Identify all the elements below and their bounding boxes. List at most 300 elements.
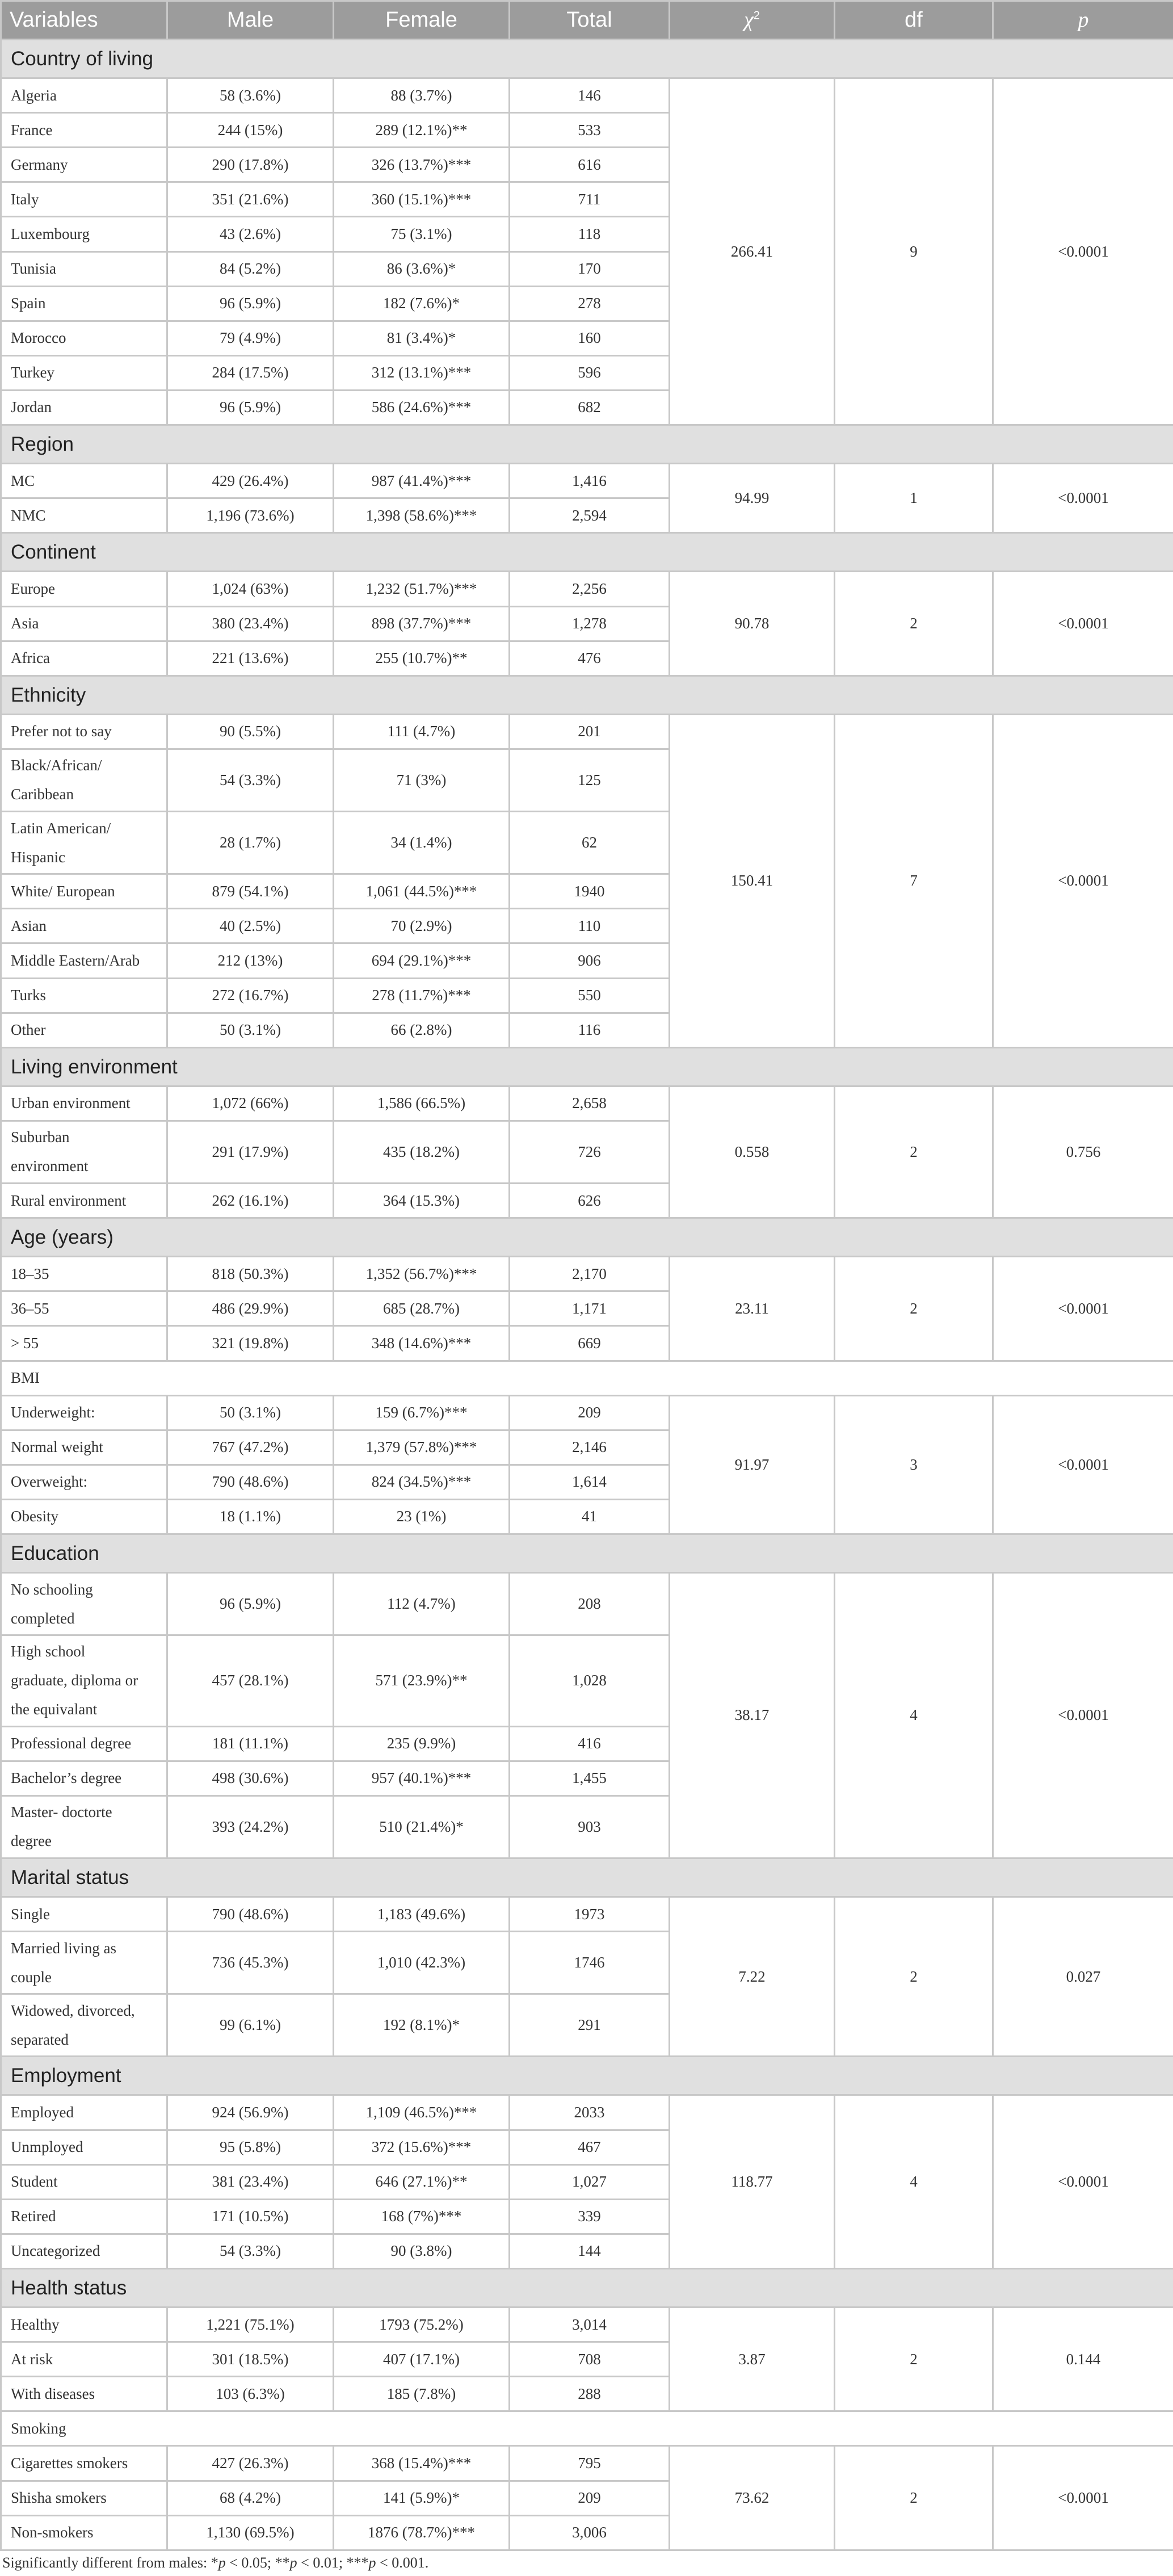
section-title: Ethnicity (1, 676, 1173, 714)
cell-male: 1,130 (69.5%) (167, 2515, 334, 2550)
cell-male: 43 (2.6%) (167, 217, 334, 251)
row-label-line: Bachelor’s degree (11, 1769, 122, 1787)
cell-female: 1,183 (49.6%) (334, 1897, 510, 1931)
cell-male: 272 (16.7%) (167, 978, 334, 1013)
row-label-line: Underweight: (11, 1404, 95, 1421)
cell-chi-square: 38.17 (670, 1573, 835, 1858)
section-header-row (1, 40, 1173, 78)
cell-female: 112 (4.7%) (334, 1573, 510, 1635)
cell-p-value: <0.0001 (993, 1257, 1173, 1361)
cell-male: 429 (26.4%) (167, 464, 334, 498)
row-label (1, 1761, 167, 1795)
cell-df: 4 (835, 2095, 993, 2268)
row-label-line: With diseases (11, 2385, 95, 2402)
cell-female: 168 (7%)*** (334, 2199, 510, 2234)
row-label (1, 2377, 167, 2411)
row-label (1, 2308, 167, 2342)
cell-male: 291 (17.9%) (167, 1121, 334, 1183)
row-label (1, 217, 167, 251)
table-row (1, 1086, 1173, 1121)
row-label-line: couple (11, 1968, 52, 1986)
cell-female: 90 (3.8%) (334, 2234, 510, 2268)
row-label-line: Africa (11, 649, 50, 667)
section-title: Marital status (1, 1858, 1173, 1897)
row-label-line: Suburban (11, 1128, 70, 1146)
section-header-row (1, 1047, 1173, 1086)
cell-male: 99 (6.1%) (167, 1994, 334, 2057)
row-label (1, 2446, 167, 2481)
cell-chi-square: 94.99 (670, 464, 835, 533)
cell-total: 1973 (510, 1897, 670, 1931)
row-label (1, 572, 167, 606)
cell-female: 1876 (78.7%)*** (334, 2515, 510, 2550)
cell-total: 209 (510, 1395, 670, 1430)
cell-total: 669 (510, 1326, 670, 1361)
cell-df: 2 (835, 1257, 993, 1361)
cell-male: 879 (54.1%) (167, 874, 334, 909)
row-label (1, 2342, 167, 2377)
table-row (1, 572, 1173, 606)
row-label-line: MC (11, 472, 35, 489)
cell-df: 1 (835, 464, 993, 533)
cell-chi-square: 90.78 (670, 572, 835, 676)
cell-male: 1,024 (63%) (167, 572, 334, 606)
row-label-line: Europe (11, 580, 55, 597)
cell-female: 289 (12.1%)** (334, 113, 510, 148)
cell-total: 1,416 (510, 464, 670, 498)
row-label-line: Healthy (11, 2315, 60, 2333)
row-label-line: Student (11, 2173, 58, 2191)
row-label (1, 714, 167, 749)
row-label (1, 1257, 167, 1291)
row-label (1, 749, 167, 811)
cell-total: 906 (510, 943, 670, 978)
cell-female: 987 (41.4%)*** (334, 464, 510, 498)
col-header-male: Male (167, 1, 334, 40)
cell-male: 380 (23.4%) (167, 606, 334, 641)
row-label (1, 874, 167, 909)
section-header-row (1, 425, 1173, 464)
cell-df: 9 (835, 78, 993, 425)
row-label (1, 1326, 167, 1361)
row-label (1, 1086, 167, 1121)
cell-female: 23 (1%) (334, 1499, 510, 1534)
cell-female: 360 (15.1%)*** (334, 182, 510, 217)
cell-total: 1,171 (510, 1291, 670, 1326)
subsection-title: BMI (1, 1361, 1173, 1395)
row-label (1, 148, 167, 182)
cell-female: 1,398 (58.6%)*** (334, 498, 510, 533)
cell-male: 103 (6.3%) (167, 2377, 334, 2411)
row-label (1, 909, 167, 943)
cell-p-value: <0.0001 (993, 572, 1173, 676)
cell-chi-square: 3.87 (670, 2308, 835, 2411)
cell-total: 1,028 (510, 1635, 670, 1726)
cell-female: 571 (23.9%)** (334, 1635, 510, 1726)
row-label-line: 36–55 (11, 1299, 49, 1317)
row-label-line: Professional degree (11, 1735, 132, 1752)
cell-male: 68 (4.2%) (167, 2481, 334, 2515)
row-label (1, 943, 167, 978)
cell-male: 171 (10.5%) (167, 2199, 334, 2234)
row-label-line: Rural environment (11, 1191, 127, 1209)
cell-df: 7 (835, 714, 993, 1047)
section-title: Health status (1, 2268, 1173, 2307)
cell-male: 96 (5.9%) (167, 390, 334, 425)
cell-male: 924 (56.9%) (167, 2095, 334, 2130)
cell-total: 550 (510, 978, 670, 1013)
row-label-line: Single (11, 1905, 51, 1923)
cell-male: 321 (19.8%) (167, 1326, 334, 1361)
cell-female: 75 (3.1%) (334, 217, 510, 251)
cell-total: 726 (510, 1121, 670, 1183)
table-row (1, 1897, 1173, 1931)
cell-total: 1,278 (510, 606, 670, 641)
cell-female: 510 (21.4%)* (334, 1795, 510, 1858)
cell-p-value: 0.144 (993, 2308, 1173, 2411)
row-label (1, 812, 167, 874)
row-label-line: Uncategorized (11, 2242, 100, 2260)
col-header-p: p (993, 1, 1173, 40)
cell-total: 467 (510, 2130, 670, 2164)
cell-male: 50 (3.1%) (167, 1013, 334, 1047)
cell-total: 626 (510, 1184, 670, 1218)
cell-female: 1793 (75.2%) (334, 2308, 510, 2342)
row-label-line: Non-smokers (11, 2524, 94, 2541)
cell-male: 457 (28.1%) (167, 1635, 334, 1726)
row-label (1, 1121, 167, 1183)
cell-male: 1,221 (75.1%) (167, 2308, 334, 2342)
cell-total: 201 (510, 714, 670, 749)
cell-male: 221 (13.6%) (167, 641, 334, 676)
row-label-line: Tunisia (11, 260, 57, 278)
row-label-line: the equivalant (11, 1701, 98, 1718)
row-label-line: > 55 (11, 1334, 39, 1352)
cell-female: 192 (8.1%)* (334, 1994, 510, 2057)
section-title: Employment (1, 2057, 1173, 2095)
row-label (1, 2095, 167, 2130)
cell-male: 1,196 (73.6%) (167, 498, 334, 533)
cell-female: 71 (3%) (334, 749, 510, 811)
row-label-line: Overweight: (11, 1473, 87, 1491)
section-header-row (1, 2268, 1173, 2307)
cell-male: 290 (17.8%) (167, 148, 334, 182)
row-label-line: At risk (11, 2350, 53, 2368)
row-label (1, 1430, 167, 1465)
section-header-row (1, 2057, 1173, 2095)
cell-male: 50 (3.1%) (167, 1395, 334, 1430)
table-row (1, 1257, 1173, 1291)
row-label-line: Other (11, 1021, 46, 1039)
row-label (1, 1184, 167, 1218)
cell-chi-square: 23.11 (670, 1257, 835, 1361)
row-label-line: Hispanic (11, 848, 65, 866)
row-label-line: Black/African/ (11, 757, 102, 774)
cell-male: 95 (5.8%) (167, 2130, 334, 2164)
row-label (1, 606, 167, 641)
row-label-line: Asia (11, 615, 39, 632)
cell-total: 1940 (510, 874, 670, 909)
cell-total: 62 (510, 812, 670, 874)
cell-female: 348 (14.6%)*** (334, 1326, 510, 1361)
row-label (1, 1994, 167, 2057)
cell-female: 407 (17.1%) (334, 2342, 510, 2377)
row-label (1, 1291, 167, 1326)
cell-p-value: 0.027 (993, 1897, 1173, 2056)
cell-chi-square: 0.558 (670, 1086, 835, 1218)
cell-female: 70 (2.9%) (334, 909, 510, 943)
table-row (1, 714, 1173, 749)
table-row (1, 1573, 1173, 1635)
cell-total: 616 (510, 148, 670, 182)
section-header-row (1, 1534, 1173, 1572)
cell-male: 54 (3.3%) (167, 2234, 334, 2268)
row-label-line: No schooling (11, 1580, 93, 1598)
subsection-title: Smoking (1, 2411, 1173, 2446)
section-header-row (1, 1858, 1173, 1897)
row-label-line: Turks (11, 987, 47, 1004)
cell-df: 2 (835, 2308, 993, 2411)
cell-female: 1,379 (57.8%)*** (334, 1430, 510, 1465)
cell-total: 208 (510, 1573, 670, 1635)
cell-female: 111 (4.7%) (334, 714, 510, 749)
row-label-line: Jordan (11, 398, 52, 416)
cell-total: 1,027 (510, 2164, 670, 2199)
cell-female: 1,232 (51.7%)*** (334, 572, 510, 606)
row-label-line: Shisha smokers (11, 2489, 107, 2507)
row-label-line: Cigarettes smokers (11, 2454, 128, 2472)
cell-male: 58 (3.6%) (167, 78, 334, 113)
cell-male: 18 (1.1%) (167, 1499, 334, 1534)
row-label (1, 1726, 167, 1761)
row-label-line: Employed (11, 2104, 74, 2121)
row-label-line: Middle Eastern/Arab (11, 951, 140, 969)
section-title: Continent (1, 533, 1173, 572)
cell-female: 88 (3.7%) (334, 78, 510, 113)
col-header-df: df (835, 1, 993, 40)
row-label-line: Luxembourg (11, 225, 90, 243)
cell-male: 96 (5.9%) (167, 286, 334, 321)
row-label (1, 1795, 167, 1858)
table-row (1, 78, 1173, 113)
row-label (1, 2515, 167, 2550)
cell-p-value: <0.0001 (993, 714, 1173, 1047)
cell-p-value: <0.0001 (993, 464, 1173, 533)
cell-p-value: <0.0001 (993, 78, 1173, 425)
row-label-line: White/ European (11, 882, 115, 900)
row-label-line: High school (11, 1643, 86, 1660)
cell-total: 146 (510, 78, 670, 113)
cell-male: 79 (4.9%) (167, 321, 334, 355)
row-label-line: NMC (11, 506, 46, 524)
row-label (1, 978, 167, 1013)
row-label-line: Normal weight (11, 1438, 103, 1456)
cell-female: 159 (6.7%)*** (334, 1395, 510, 1430)
cell-male: 498 (30.6%) (167, 1761, 334, 1795)
row-label (1, 1635, 167, 1726)
section-title: Education (1, 1534, 1173, 1572)
cell-total: 2,170 (510, 1257, 670, 1291)
cell-total: 209 (510, 2481, 670, 2515)
cell-male: 28 (1.7%) (167, 812, 334, 874)
cell-df: 2 (835, 1897, 993, 2056)
cell-df: 2 (835, 1086, 993, 1218)
cell-female: 364 (15.3%) (334, 1184, 510, 1218)
row-label-line: Spain (11, 295, 46, 312)
row-label-line: Retired (11, 2208, 56, 2225)
section-title: Age (years) (1, 1218, 1173, 1257)
cell-female: 326 (13.7%)*** (334, 148, 510, 182)
subsection-header-row (1, 1361, 1173, 1395)
cell-total: 3,014 (510, 2308, 670, 2342)
row-label (1, 2234, 167, 2268)
cell-chi-square: 150.41 (670, 714, 835, 1047)
cell-total: 291 (510, 1994, 670, 2057)
row-label (1, 498, 167, 533)
cell-female: 278 (11.7%)*** (334, 978, 510, 1013)
cell-total: 533 (510, 113, 670, 148)
cell-male: 54 (3.3%) (167, 749, 334, 811)
col-header-chi-square: $\chi^2$ (670, 1, 835, 40)
cell-male: 90 (5.5%) (167, 714, 334, 749)
cell-total: 682 (510, 390, 670, 425)
row-label-line: Widowed, divorced, (11, 2002, 135, 2019)
row-label (1, 2481, 167, 2515)
cell-total: 903 (510, 1795, 670, 1858)
section-title: Country of living (1, 40, 1173, 78)
cell-total: 476 (510, 641, 670, 676)
row-label (1, 1573, 167, 1635)
cell-male: 736 (45.3%) (167, 1932, 334, 1994)
cell-male: 181 (11.1%) (167, 1726, 334, 1761)
cell-male: 262 (16.1%) (167, 1184, 334, 1218)
row-label (1, 2164, 167, 2199)
cell-male: 96 (5.9%) (167, 1573, 334, 1635)
cell-total: 2,256 (510, 572, 670, 606)
subsection-header-row (1, 2411, 1173, 2446)
row-label-line: Morocco (11, 329, 66, 347)
cell-total: 711 (510, 182, 670, 217)
row-label-line: Prefer not to say (11, 723, 112, 740)
cell-female: 1,109 (46.5%)*** (334, 2095, 510, 2130)
col-header-female: Female (334, 1, 510, 40)
cell-male: 1,072 (66%) (167, 1086, 334, 1121)
cell-male: 212 (13%) (167, 943, 334, 978)
footnote: Significantly different from males: *p < 0.05; **p < 0.01; ***p < 0.001. (2, 2554, 429, 2571)
cell-female: 824 (34.5%)*** (334, 1465, 510, 1499)
row-label-line: 18–35 (11, 1265, 49, 1282)
cell-chi-square: 118.77 (670, 2095, 835, 2268)
cell-female: 312 (13.1%)*** (334, 355, 510, 390)
cell-female: 1,010 (42.3%) (334, 1932, 510, 1994)
row-label (1, 321, 167, 355)
cell-total: 795 (510, 2446, 670, 2481)
cell-total: 3,006 (510, 2515, 670, 2550)
cell-total: 41 (510, 1499, 670, 1534)
cell-female: 1,061 (44.5%)*** (334, 874, 510, 909)
cell-male: 767 (47.2%) (167, 1430, 334, 1465)
col-header-variables: Variables (1, 1, 167, 40)
cell-male: 486 (29.9%) (167, 1291, 334, 1326)
cell-female: 182 (7.6%)* (334, 286, 510, 321)
row-label (1, 113, 167, 148)
row-label (1, 464, 167, 498)
cell-chi-square: 7.22 (670, 1897, 835, 2056)
row-label (1, 182, 167, 217)
cell-total: 144 (510, 2234, 670, 2268)
cell-male: 427 (26.3%) (167, 2446, 334, 2481)
row-label-line: Asian (11, 917, 47, 934)
cell-female: 694 (29.1%)*** (334, 943, 510, 978)
cell-p-value: <0.0001 (993, 2446, 1173, 2550)
cell-p-value: 0.756 (993, 1086, 1173, 1218)
row-label (1, 78, 167, 113)
row-label-line: degree (11, 1832, 52, 1850)
cell-df: 2 (835, 572, 993, 676)
row-label-line: graduate, diploma or (11, 1672, 138, 1689)
row-label-line: Italy (11, 190, 39, 208)
cell-chi-square: 91.97 (670, 1395, 835, 1534)
cell-female: 372 (15.6%)*** (334, 2130, 510, 2164)
table-body (1, 40, 1173, 2550)
section-title: Living environment (1, 1047, 1173, 1086)
row-label (1, 355, 167, 390)
cell-male: 40 (2.5%) (167, 909, 334, 943)
section-header-row (1, 1218, 1173, 1257)
cell-female: 1,352 (56.7%)*** (334, 1257, 510, 1291)
row-label-line: completed (11, 1609, 75, 1627)
row-label-line: Unmployed (11, 2138, 83, 2156)
cell-total: 1746 (510, 1932, 670, 1994)
cell-total: 2,658 (510, 1086, 670, 1121)
cell-total: 708 (510, 2342, 670, 2377)
cell-total: 110 (510, 909, 670, 943)
row-label-line: Turkey (11, 364, 55, 381)
cell-total: 1,614 (510, 1465, 670, 1499)
row-label-line: separated (11, 2030, 69, 2048)
cell-female: 435 (18.2%) (334, 1121, 510, 1183)
cell-female: 898 (37.7%)*** (334, 606, 510, 641)
cell-total: 125 (510, 749, 670, 811)
row-label-line: Urban environment (11, 1094, 131, 1112)
row-label (1, 286, 167, 321)
cell-male: 818 (50.3%) (167, 1257, 334, 1291)
header-row (1, 1, 1173, 40)
cell-female: 86 (3.6%)* (334, 251, 510, 286)
cell-male: 790 (48.6%) (167, 1897, 334, 1931)
cell-female: 185 (7.8%) (334, 2377, 510, 2411)
cell-chi-square: 73.62 (670, 2446, 835, 2550)
cell-male: 351 (21.6%) (167, 182, 334, 217)
col-header-total: Total (510, 1, 670, 40)
row-label (1, 2199, 167, 2234)
cell-female: 586 (24.6%)*** (334, 390, 510, 425)
cell-male: 381 (23.4%) (167, 2164, 334, 2199)
cell-female: 646 (27.1%)** (334, 2164, 510, 2199)
row-label (1, 1013, 167, 1047)
cell-female: 255 (10.7%)** (334, 641, 510, 676)
cell-total: 170 (510, 251, 670, 286)
row-label-line: Obesity (11, 1508, 58, 1525)
row-label-line: Married living as (11, 1939, 116, 1957)
cell-total: 416 (510, 1726, 670, 1761)
cell-total: 278 (510, 286, 670, 321)
cell-total: 116 (510, 1013, 670, 1047)
cell-df: 3 (835, 1395, 993, 1534)
cell-chi-square: 266.41 (670, 78, 835, 425)
cell-total: 2,594 (510, 498, 670, 533)
row-label (1, 1465, 167, 1499)
